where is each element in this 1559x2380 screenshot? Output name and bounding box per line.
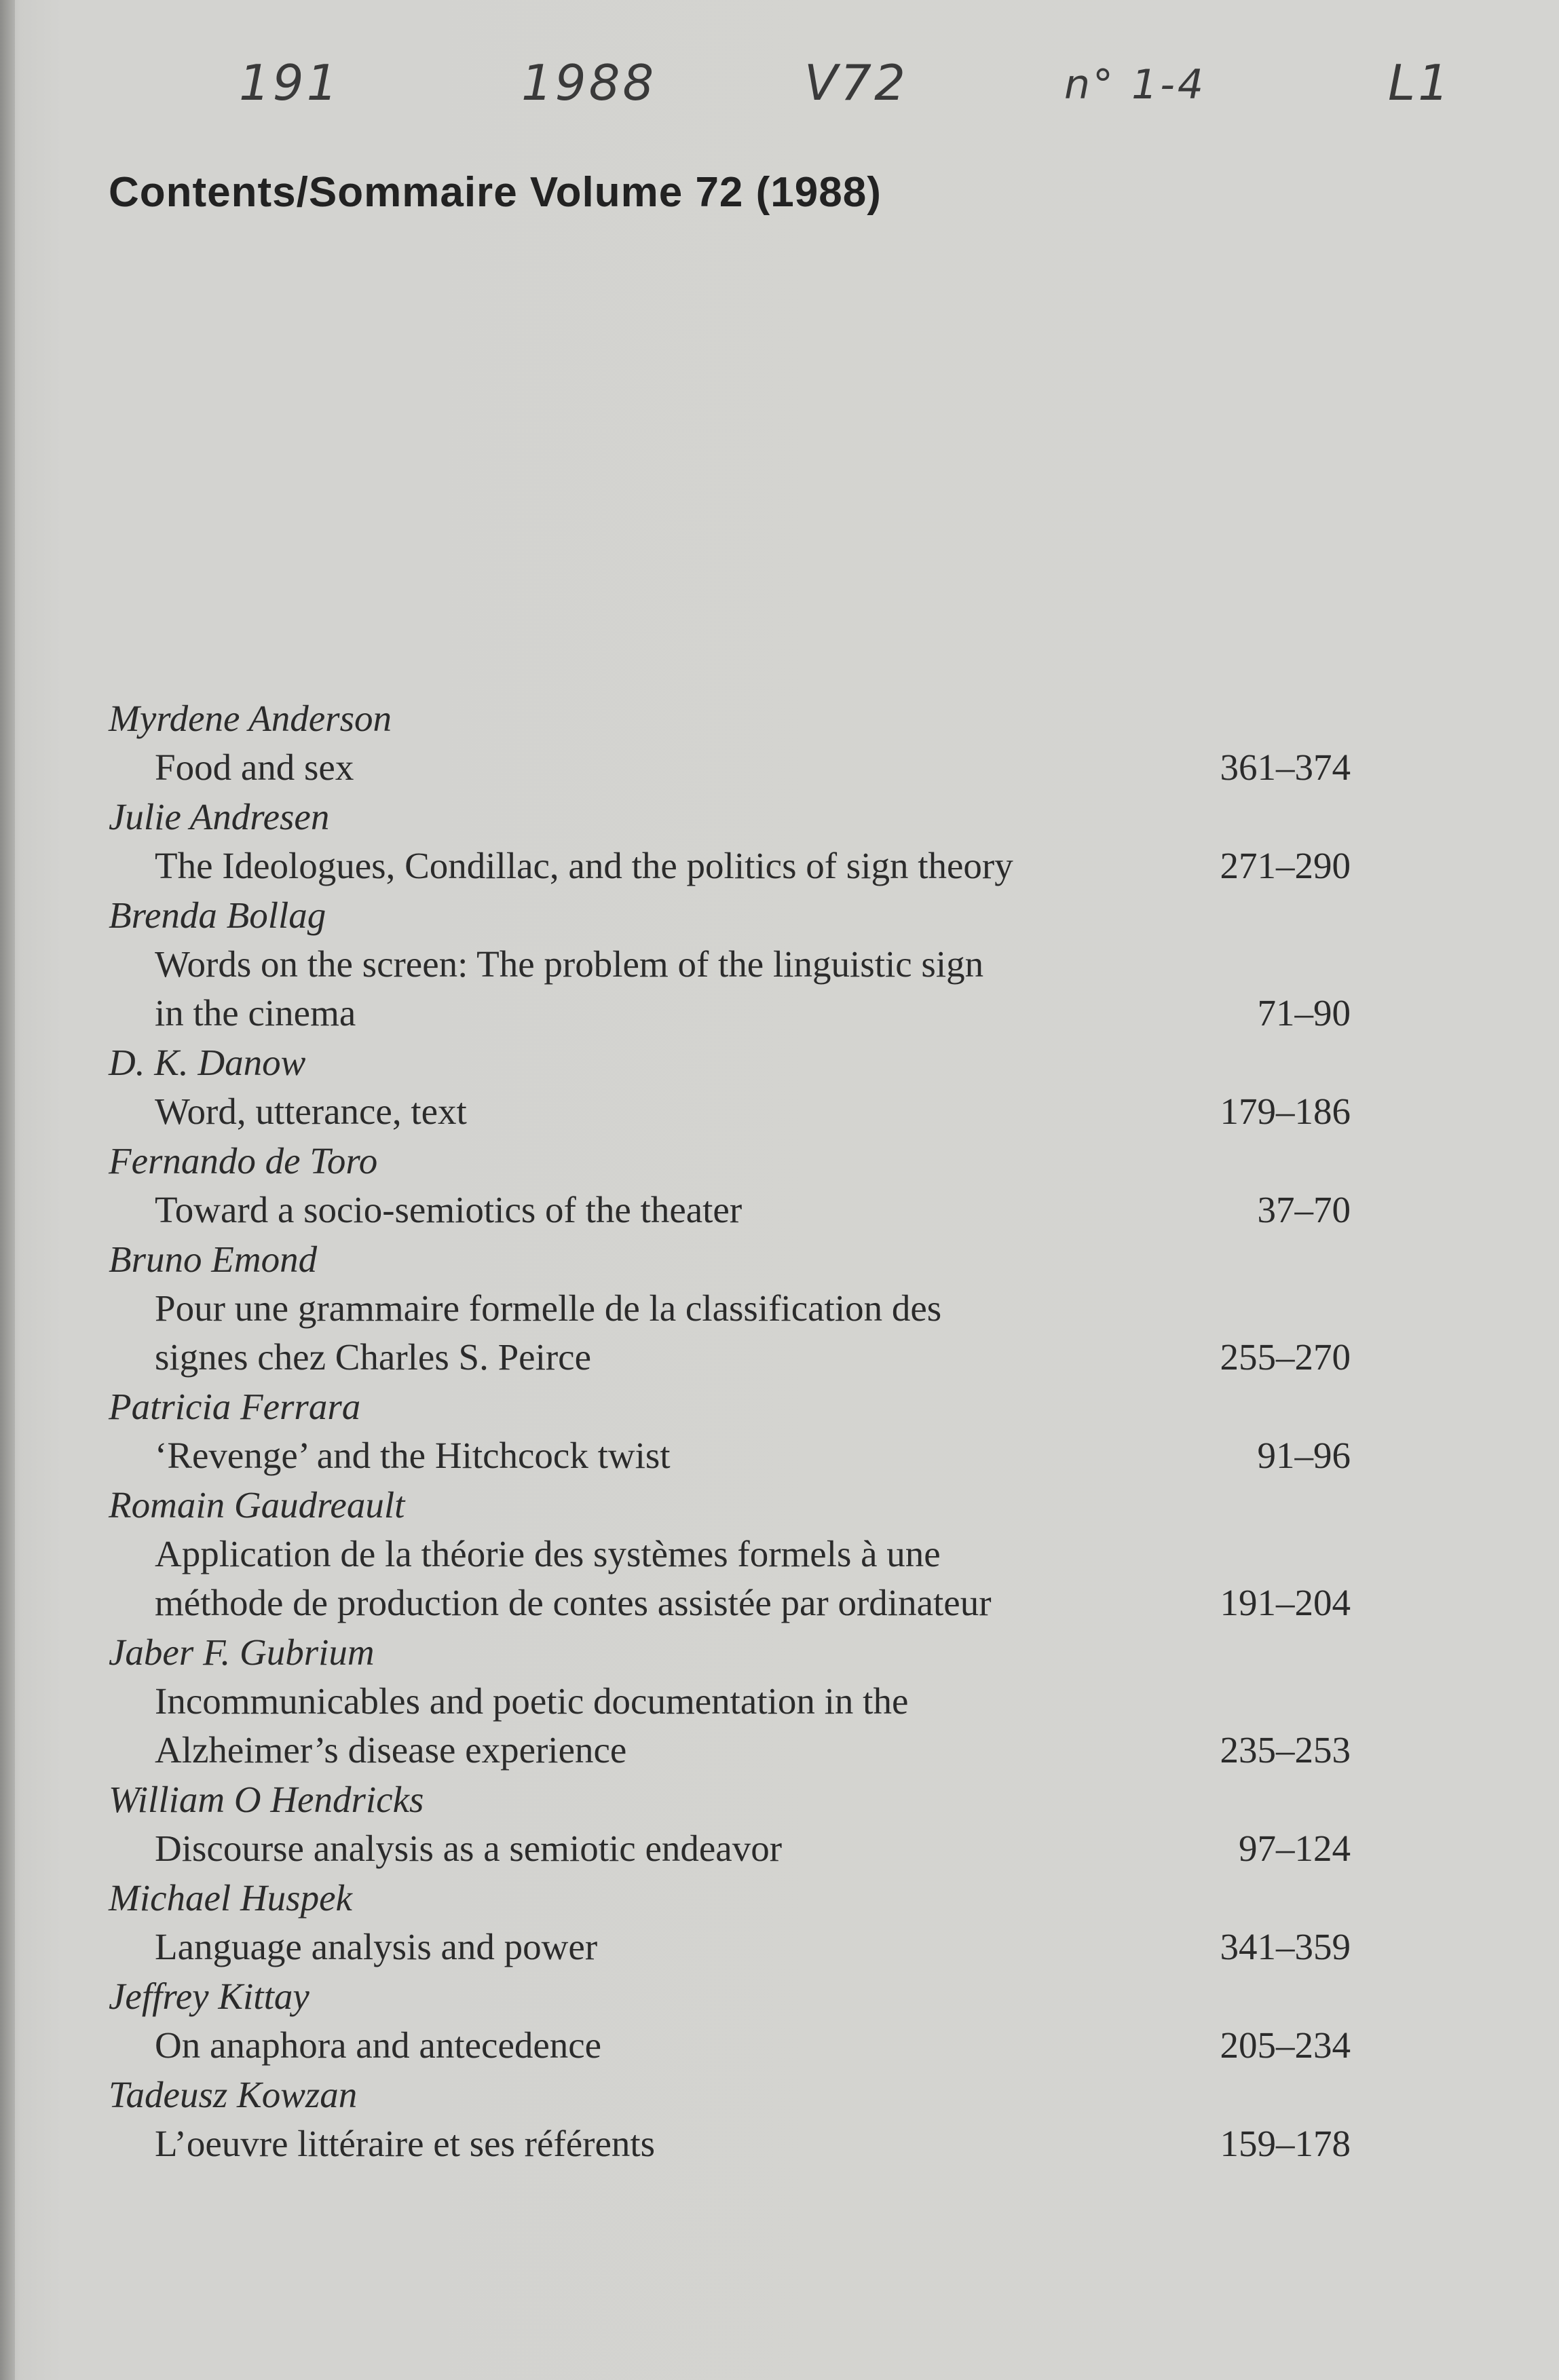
page-range: 205–234: [1220, 2024, 1351, 2066]
article-title-line: [109, 1186, 1351, 1234]
article-title-text: Toward a socio-semiotics of the theater: [155, 1189, 743, 1230]
article-title-line: [109, 1923, 1351, 1971]
author-name: Myrdene Anderson: [109, 698, 392, 739]
page-range: 341–359: [1220, 1926, 1351, 1967]
toc-entry: [109, 694, 1351, 792]
article-title-line: [109, 940, 1351, 989]
table-of-contents: [109, 694, 1351, 2168]
article-title-text: Incommunicables and poetic documentation in the: [155, 1680, 909, 1722]
page-title: Contents/Sommaire Volume 72 (1988): [109, 169, 882, 216]
article-title-line: [109, 1824, 1351, 1873]
article-title-line: [109, 989, 1351, 1038]
page-range: 361–374: [1220, 747, 1351, 788]
page-range: 91–96: [1257, 1435, 1351, 1476]
article-title-text: Alzheimer’s disease experience: [155, 1729, 627, 1771]
article-title-text: Food and sex: [155, 747, 354, 788]
article-title-line: [109, 1431, 1351, 1480]
article-title-text: Words on the screen: The problem of the linguistic sign: [155, 943, 984, 985]
article-title-text: ‘Revenge’ and the Hitchcock twist: [155, 1435, 671, 1476]
page-range: 71–90: [1257, 992, 1351, 1034]
page-range: 191–204: [1220, 1582, 1351, 1623]
handwritten-note-2: 1988: [521, 54, 657, 111]
article-title-line: [109, 2119, 1351, 2168]
author-name: Patricia Ferrara: [109, 1386, 361, 1427]
toc-entry: [109, 1382, 1351, 1480]
handwritten-note-5: L1: [1388, 54, 1452, 111]
article-title-line: [109, 2021, 1351, 2070]
toc-entry: [109, 1480, 1351, 1627]
article-title-text: Word, utterance, text: [155, 1091, 467, 1132]
article-title-line: [109, 1579, 1351, 1627]
article-title-line: [109, 1284, 1351, 1333]
page-range: 179–186: [1220, 1091, 1351, 1132]
toc-entry: [109, 792, 1351, 890]
page-range: 271–290: [1220, 845, 1351, 886]
toc-entry: [109, 1038, 1351, 1136]
article-title-line: [109, 743, 1351, 792]
page-range: 37–70: [1257, 1189, 1351, 1230]
article-title-line: [109, 1726, 1351, 1775]
toc-entry: [109, 1136, 1351, 1234]
toc-entry: [109, 1971, 1351, 2070]
article-title-line: [109, 842, 1351, 890]
article-title-line: [109, 1677, 1351, 1726]
author-name: Tadeusz Kowzan: [109, 2074, 358, 2115]
book-spine-shadow: [0, 0, 15, 2380]
author-name: Michael Huspek: [109, 1877, 352, 1919]
author-name: Romain Gaudreault: [109, 1484, 405, 1526]
page-range: 97–124: [1239, 1828, 1351, 1869]
author-name: Julie Andresen: [109, 796, 330, 837]
article-title-text: L’oeuvre littéraire et ses référents: [155, 2123, 656, 2164]
handwritten-note-4: n° 1-4: [1064, 61, 1207, 109]
toc-entry: [109, 1627, 1351, 1775]
article-title-text: Language analysis and power: [155, 1926, 598, 1967]
author-name: D. K. Danow: [109, 1042, 306, 1083]
toc-entry: [109, 1873, 1351, 1971]
article-title-text: Discourse analysis as a semiotic endeavor: [155, 1828, 783, 1869]
article-title-text: signes chez Charles S. Peirce: [155, 1336, 592, 1378]
page-range: 159–178: [1220, 2123, 1351, 2164]
toc-entry: [109, 1775, 1351, 1873]
author-name: Jaber F. Gubrium: [109, 1631, 375, 1673]
handwritten-annotations: [0, 54, 1559, 149]
page-range: 255–270: [1220, 1336, 1351, 1378]
article-title-text: Pour une grammaire formelle de la classification des: [155, 1287, 942, 1329]
article-title-text: méthode de production de contes assistée par ordinateur: [155, 1582, 992, 1623]
toc-entry: [109, 890, 1351, 1038]
article-title-line: [109, 1530, 1351, 1579]
article-title-line: [109, 1087, 1351, 1136]
author-name: William O Hendricks: [109, 1779, 424, 1820]
author-name: Fernando de Toro: [109, 1140, 378, 1182]
author-name: Bruno Emond: [109, 1239, 318, 1280]
author-name: Jeffrey Kittay: [109, 1976, 309, 2017]
article-title-text: The Ideologues, Condillac, and the politics of sign theory: [155, 845, 1013, 886]
article-title-text: Application de la théorie des systèmes formels à une: [155, 1533, 941, 1574]
article-title-text: On anaphora and antecedence: [155, 2024, 602, 2066]
article-title-text: in the cinema: [155, 992, 356, 1034]
handwritten-note-3: V72: [804, 54, 908, 111]
toc-entry: [109, 1234, 1351, 1382]
author-name: Brenda Bollag: [109, 894, 326, 936]
toc-entry: [109, 2070, 1351, 2168]
handwritten-note-1: 191: [239, 54, 341, 111]
page-range: 235–253: [1220, 1729, 1351, 1771]
article-title-line: [109, 1333, 1351, 1382]
